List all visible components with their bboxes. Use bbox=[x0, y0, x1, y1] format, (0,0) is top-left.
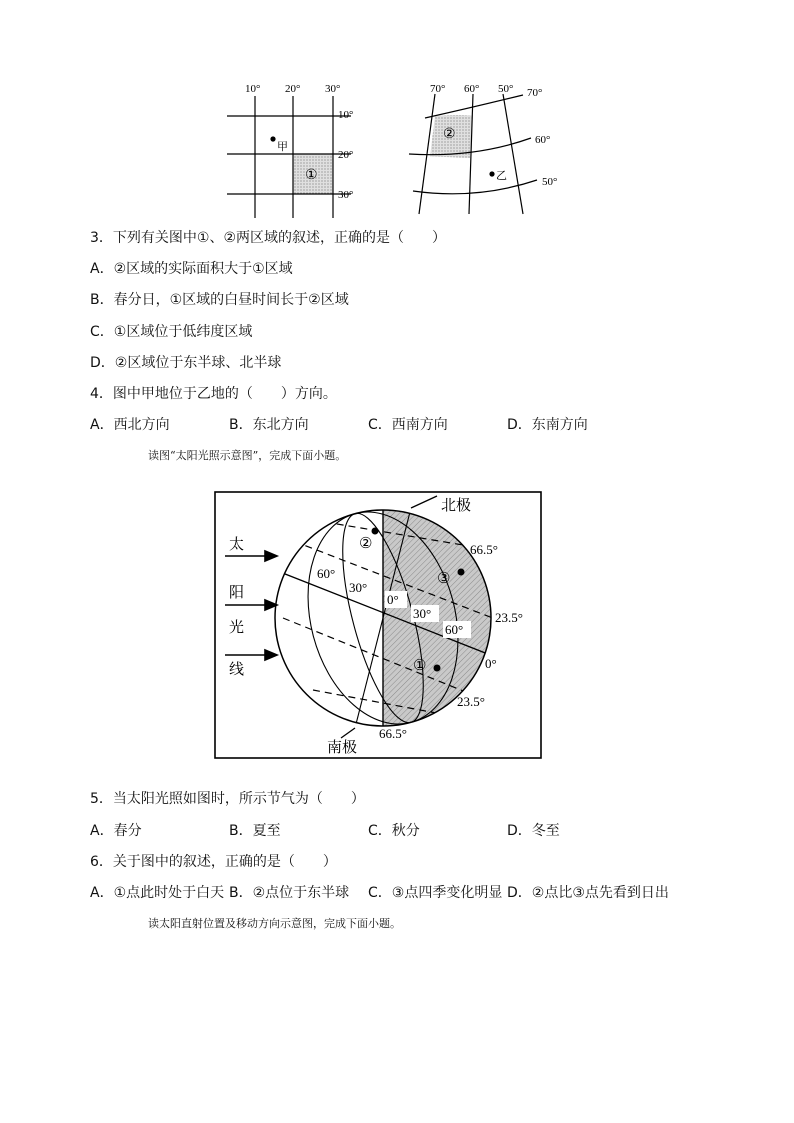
question-4-stem: 4．图中甲地位于乙地的（ ）方向。 bbox=[90, 386, 337, 402]
question-4-option-c: C．西南方向 bbox=[368, 417, 448, 433]
question-5-stem: 5．当太阳光照如图时，所示节气为（ ） bbox=[90, 791, 365, 807]
region-1-label: ① bbox=[305, 168, 318, 183]
point-1-label: ① bbox=[413, 658, 427, 674]
lat-label-66-5-s: 66.5° bbox=[379, 726, 407, 741]
question-6-option-b: B．②点位于东半球 bbox=[229, 885, 350, 901]
lon-label: 50° bbox=[498, 83, 514, 95]
lat-label: 50° bbox=[542, 176, 558, 188]
figure-right-grid bbox=[405, 78, 575, 220]
question-5-option-b: B．夏至 bbox=[229, 823, 281, 839]
lat-label: 10° bbox=[338, 109, 354, 121]
point-jia-label: 甲 bbox=[277, 141, 288, 153]
south-pole-label: 南极 bbox=[327, 740, 358, 756]
figure-sunlight-globe bbox=[213, 490, 543, 760]
question-3-option-b: B．春分日，①区域的白昼时间长于②区域 bbox=[90, 292, 349, 308]
lat-label-equator: 0° bbox=[485, 656, 497, 671]
point-2 bbox=[372, 528, 379, 535]
point-2-label: ② bbox=[359, 536, 373, 552]
lon-label-30-w: 30° bbox=[349, 580, 368, 595]
lat-label-23-5-n: 23.5° bbox=[495, 610, 523, 625]
question-4-option-b: B．东北方向 bbox=[229, 417, 309, 433]
point-jia bbox=[270, 136, 275, 141]
north-pole-label: 北极 bbox=[441, 498, 472, 514]
question-4-option-d: D．东南方向 bbox=[507, 417, 588, 433]
question-4-option-a: A．西北方向 bbox=[90, 417, 170, 433]
question-3-stem: 3．下列有关图中①、②两区域的叙述，正确的是（ ） bbox=[90, 230, 447, 246]
lon-label-0: 0° bbox=[387, 592, 399, 607]
lat-label: 20° bbox=[338, 149, 354, 161]
figure-left-grid bbox=[225, 78, 365, 220]
point-3-label: ③ bbox=[437, 571, 451, 587]
intro-figure-2: 读图“太阳光照示意图”，完成下面小题。 bbox=[148, 449, 347, 462]
question-3-option-c: C．①区域位于低纬度区域 bbox=[90, 324, 253, 340]
lon-label: 70° bbox=[430, 83, 446, 95]
question-5-option-a: A．春分 bbox=[90, 823, 142, 839]
sunlight-char: 光 bbox=[229, 620, 245, 636]
point-yi bbox=[489, 171, 494, 176]
question-3-option-a: A．②区域的实际面积大于①区域 bbox=[90, 261, 293, 277]
question-5-option-d: D．冬至 bbox=[507, 823, 560, 839]
lat-label: 70° bbox=[527, 87, 543, 99]
point-3 bbox=[458, 569, 465, 576]
question-6-option-d: D．②点比③点先看到日出 bbox=[507, 885, 669, 901]
sunlight-char: 线 bbox=[229, 662, 245, 678]
lon-label-60-w: 60° bbox=[317, 566, 336, 581]
intro-figure-3: 读太阳直射位置及移动方向示意图，完成下面小题。 bbox=[148, 917, 401, 930]
lat-label: 30° bbox=[338, 189, 354, 201]
lon-label: 20° bbox=[285, 83, 301, 95]
region-2-label: ② bbox=[443, 127, 456, 142]
question-6-option-a: A．①点此时处于白天 bbox=[90, 885, 225, 901]
question-6-option-c: C．③点四季变化明显 bbox=[368, 885, 503, 901]
lat-label-66-5-n: 66.5° bbox=[470, 542, 498, 557]
point-1 bbox=[434, 665, 441, 672]
question-6-stem: 6．关于图中的叙述，正确的是（ ） bbox=[90, 854, 337, 870]
lon-label: 30° bbox=[325, 83, 341, 95]
lat-label-23-5-s: 23.5° bbox=[457, 694, 485, 709]
lon-label-30-e: 30° bbox=[413, 606, 432, 621]
question-5-option-c: C．秋分 bbox=[368, 823, 420, 839]
lon-label: 60° bbox=[464, 83, 480, 95]
point-yi-label: 乙 bbox=[496, 170, 507, 182]
lat-label: 60° bbox=[535, 134, 551, 146]
lon-label: 10° bbox=[245, 83, 261, 95]
lon-label-60-e: 60° bbox=[445, 622, 464, 637]
sunlight-char: 阳 bbox=[229, 585, 245, 601]
question-3-option-d: D．②区域位于东半球、北半球 bbox=[90, 355, 282, 371]
sunlight-char: 太 bbox=[229, 537, 245, 553]
